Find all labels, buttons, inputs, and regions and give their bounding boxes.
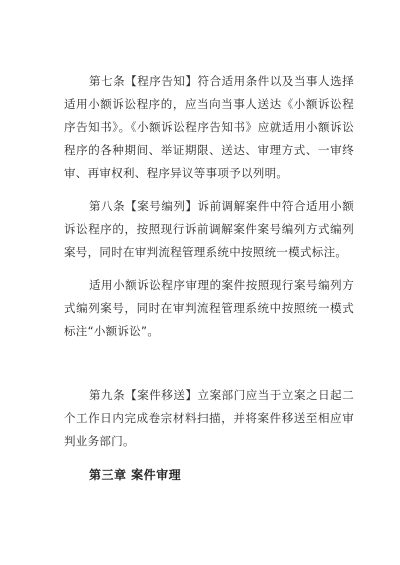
article-8-continuation-paragraph: 适用小额诉讼程序审理的案件按照现行案号编列方式编列案号，同时在审判流程管理系统中按照统一模式标注“小额诉讼”。 bbox=[64, 278, 354, 338]
chapter-heading: 第三章 案件审理 bbox=[89, 468, 182, 482]
article-7-paragraph: 第七条【程序告知】符合适用条件以及当事人选择适用小额诉讼程序的，应当向当事人送达《小额诉讼程序告知书》。《小额诉讼程序告知书》应就适用小额诉讼程序的各种期间、举证期限、送达、审理方式、一审终审、再审权利、程序异议等事项予以列明。 bbox=[64, 74, 354, 180]
article-8-paragraph: 第八条【案号编列】诉前调解案件中符合适用小额诉讼程序的，按照现行诉前调解案件案号编列方式编列案号，同时在审判流程管理系统中按照统一模式标注。 bbox=[64, 199, 354, 259]
article-9-paragraph: 第九条【案件移送】立案部门应当于立案之日起二个工作日内完成卷宗材料扫描，并将案件移送至相应审判业务部门。 bbox=[64, 388, 354, 448]
